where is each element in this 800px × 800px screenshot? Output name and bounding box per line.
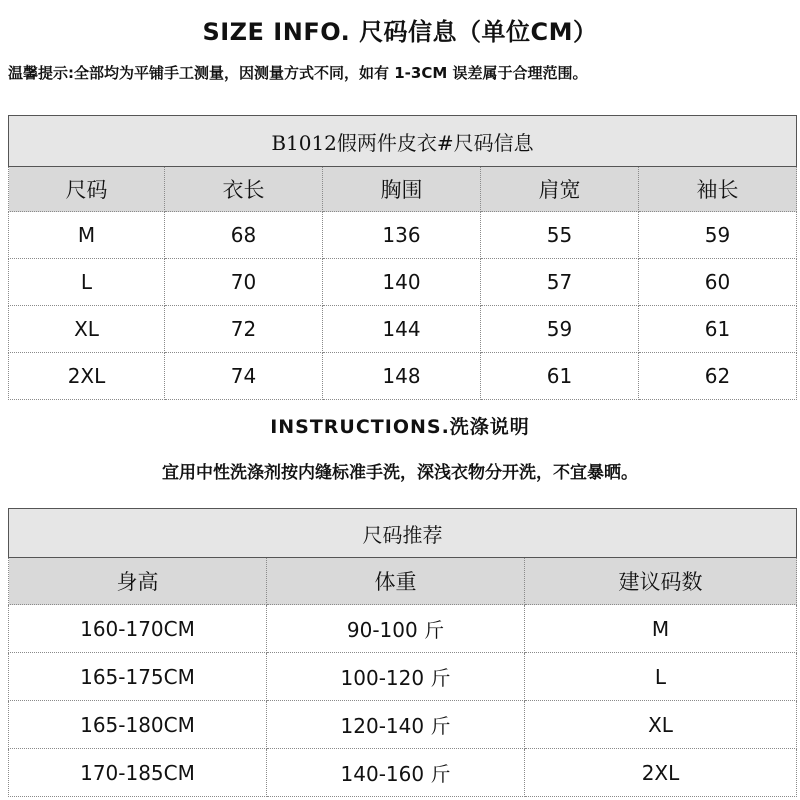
- table-row: [9, 605, 797, 653]
- table-cell: 90-100 斤: [267, 605, 525, 653]
- table-cell: 70: [165, 259, 323, 306]
- table-cell: 148: [323, 353, 481, 400]
- size-recommend-table: [8, 508, 797, 797]
- table-cell: M: [9, 212, 165, 259]
- table-cell: 2XL: [9, 353, 165, 400]
- column-header-weight: 体重: [267, 558, 525, 605]
- recommend-table-caption: 尺码推荐: [9, 509, 797, 558]
- column-header-length: 衣长: [165, 167, 323, 212]
- table-cell: 55: [481, 212, 639, 259]
- column-header-shoulder: 肩宽: [481, 167, 639, 212]
- table-cell: 136: [323, 212, 481, 259]
- table-cell: 60: [639, 259, 797, 306]
- table-cell: 170-185CM: [9, 749, 267, 797]
- table-cell: 165-175CM: [9, 653, 267, 701]
- table-row: [9, 306, 797, 353]
- table-cell: 160-170CM: [9, 605, 267, 653]
- table-row: [9, 749, 797, 797]
- table-cell: L: [525, 653, 797, 701]
- table-cell: XL: [9, 306, 165, 353]
- column-header-suggested-size: 建议码数: [525, 558, 797, 605]
- table-cell: L: [9, 259, 165, 306]
- column-header-sleeve: 袖长: [639, 167, 797, 212]
- table-cell: 59: [639, 212, 797, 259]
- table-cell: 72: [165, 306, 323, 353]
- column-header-chest: 胸围: [323, 167, 481, 212]
- table-cell: 74: [165, 353, 323, 400]
- table-cell: XL: [525, 701, 797, 749]
- table-cell: 57: [481, 259, 639, 306]
- table-cell: 2XL: [525, 749, 797, 797]
- table-cell: M: [525, 605, 797, 653]
- table-cell: 120-140 斤: [267, 701, 525, 749]
- instructions-title: INSTRUCTIONS.洗涤说明: [270, 416, 530, 438]
- table-cell: 62: [639, 353, 797, 400]
- table-row: [9, 701, 797, 749]
- table-row: [9, 212, 797, 259]
- table-cell: 165-180CM: [9, 701, 267, 749]
- size-table-caption: B1012假两件皮衣#尺码信息: [9, 116, 797, 167]
- table-cell: 61: [639, 306, 797, 353]
- table-cell: 144: [323, 306, 481, 353]
- table-row: [9, 353, 797, 400]
- column-header-size: 尺码: [9, 167, 165, 212]
- measurement-note: 温馨提示:全部均为平铺手工测量，因测量方式不同，如有 1-3CM 误差属于合理范围。: [8, 64, 588, 82]
- table-cell: 61: [481, 353, 639, 400]
- column-header-height: 身高: [9, 558, 267, 605]
- table-cell: 100-120 斤: [267, 653, 525, 701]
- instructions-text: 宜用中性洗涤剂按内缝标准手洗，深浅衣物分开洗，不宜暴晒。: [162, 463, 638, 483]
- page-title: SIZE INFO. 尺码信息（单位CM）: [202, 18, 598, 46]
- size-info-table: [8, 115, 797, 400]
- table-cell: 140-160 斤: [267, 749, 525, 797]
- table-cell: 68: [165, 212, 323, 259]
- table-cell: 59: [481, 306, 639, 353]
- table-row: [9, 653, 797, 701]
- table-cell: 140: [323, 259, 481, 306]
- table-row: [9, 259, 797, 306]
